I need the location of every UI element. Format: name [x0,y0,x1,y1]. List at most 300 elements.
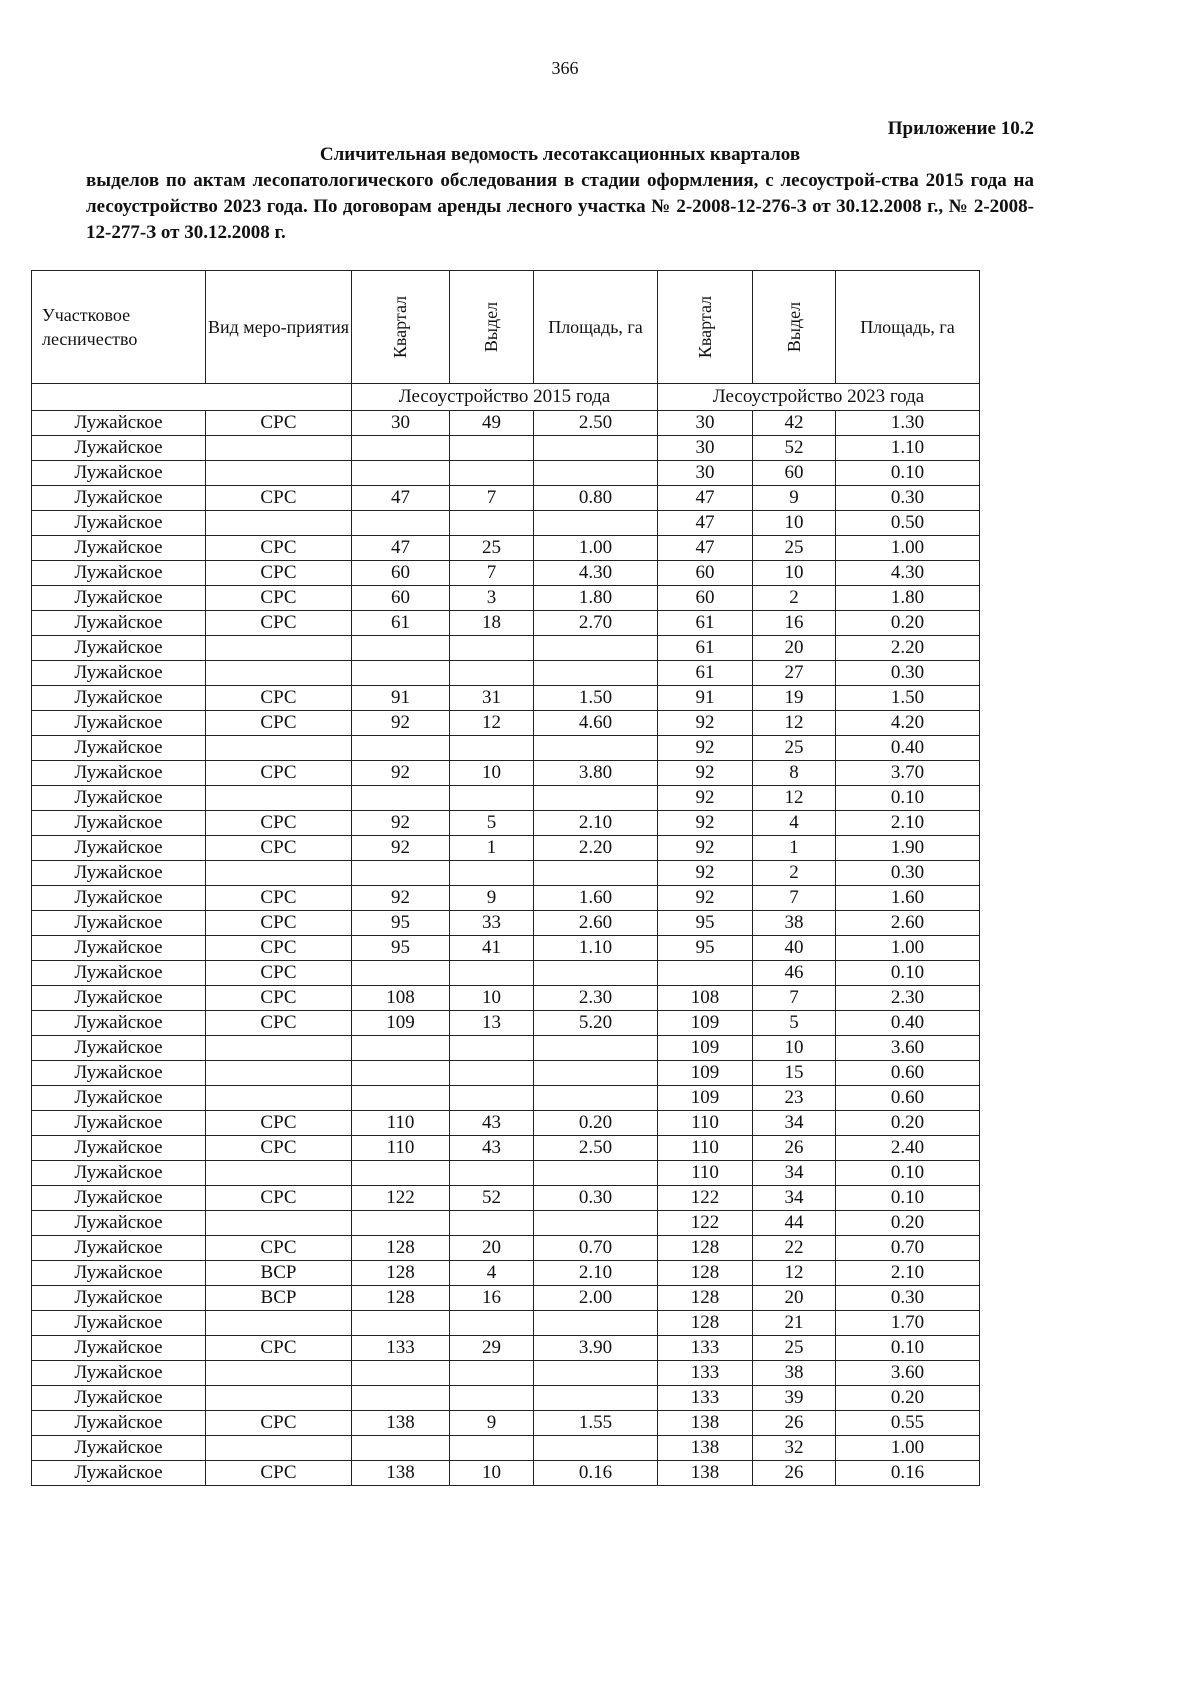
kvartal-2015-cell [352,1361,450,1386]
forestry-cell: Лужайское [32,686,206,711]
forestry-cell: Лужайское [32,586,206,611]
kvartal-2023-cell: 61 [658,611,753,636]
kvartal-2023-cell: 47 [658,511,753,536]
activity-cell [206,436,352,461]
area-2023-cell: 0.50 [836,511,980,536]
area-2023-cell: 0.20 [836,1211,980,1236]
forestry-cell: Лужайское [32,1336,206,1361]
activity-cell: СРС [206,1411,352,1436]
vydel-2023-cell: 26 [753,1461,836,1486]
activity-cell: СРС [206,586,352,611]
kvartal-2023-cell: 30 [658,436,753,461]
vydel-2023-cell: 15 [753,1061,836,1086]
vydel-2023-cell: 40 [753,936,836,961]
kvartal-2015-cell [352,736,450,761]
kvartal-2015-cell [352,1436,450,1461]
area-2023-cell: 2.10 [836,1261,980,1286]
table-row [32,886,980,911]
table-row [32,411,980,436]
vydel-2015-cell: 3 [450,586,534,611]
vydel-2023-cell: 19 [753,686,836,711]
title-line-2: выделов по актам лесопатологического обследования в стадии оформления, с лесоустрой-ства 2015 года на лесоустройство 2023 года. По договорам аренды лесного участка № 2-2008-12-276-З от 30.12.2008 г., № 2-2008-12-277-З от 30.12.2008 г. [86,170,1034,243]
vydel-2023-cell: 5 [753,1011,836,1036]
vydel-2023-cell: 10 [753,1036,836,1061]
vydel-2023-cell: 46 [753,961,836,986]
area-2023-cell: 0.10 [836,1161,980,1186]
kvartal-2023-cell: 128 [658,1236,753,1261]
area-2023-cell: 2.10 [836,811,980,836]
activity-cell: СРС [206,986,352,1011]
area-2015-cell [534,1061,658,1086]
vydel-2023-cell: 22 [753,1236,836,1261]
table-row [32,986,980,1011]
header-kvartal-2023 [658,271,753,384]
area-2023-cell: 2.30 [836,986,980,1011]
header-row [32,271,980,384]
vydel-2015-cell [450,786,534,811]
activity-cell [206,1061,352,1086]
forestry-cell: Лужайское [32,986,206,1011]
vydel-2015-cell [450,861,534,886]
table-row [32,1161,980,1186]
comparison-table [31,270,980,1486]
area-2023-cell: 1.60 [836,886,980,911]
header-vydel-2015-label: Выдел [481,301,502,353]
forestry-cell: Лужайское [32,486,206,511]
vydel-2023-cell: 12 [753,1261,836,1286]
area-2023-cell: 0.20 [836,611,980,636]
activity-cell [206,461,352,486]
forestry-cell: Лужайское [32,1361,206,1386]
forestry-cell: Лужайское [32,1161,206,1186]
area-2023-cell: 1.90 [836,836,980,861]
kvartal-2023-cell: 122 [658,1211,753,1236]
kvartal-2023-cell: 133 [658,1361,753,1386]
vydel-2015-cell: 31 [450,686,534,711]
table-row [32,686,980,711]
forestry-cell: Лужайское [32,1111,206,1136]
vydel-2023-cell: 2 [753,586,836,611]
kvartal-2023-cell: 60 [658,561,753,586]
kvartal-2023-cell: 109 [658,1086,753,1111]
area-2015-cell: 0.20 [534,1111,658,1136]
vydel-2023-cell: 20 [753,1286,836,1311]
area-2023-cell: 0.30 [836,661,980,686]
activity-cell [206,1361,352,1386]
vydel-2015-cell: 7 [450,561,534,586]
area-2015-cell [534,961,658,986]
activity-cell [206,1386,352,1411]
forestry-cell: Лужайское [32,711,206,736]
area-2015-cell: 3.90 [534,1336,658,1361]
kvartal-2015-cell [352,661,450,686]
area-2015-cell: 2.30 [534,986,658,1011]
document-title [86,142,1034,246]
activity-cell: СРС [206,886,352,911]
table-row [32,736,980,761]
vydel-2023-cell: 2 [753,861,836,886]
forestry-cell: Лужайское [32,1261,206,1286]
activity-cell: ВСР [206,1286,352,1311]
area-2023-cell: 1.00 [836,1436,980,1461]
area-2015-cell [534,1211,658,1236]
vydel-2023-cell: 10 [753,561,836,586]
header-area-2015: Площадь, га [534,271,658,384]
vydel-2015-cell: 10 [450,1461,534,1486]
kvartal-2023-cell: 92 [658,861,753,886]
table-row [32,1436,980,1461]
kvartal-2015-cell: 133 [352,1336,450,1361]
forestry-cell: Лужайское [32,1061,206,1086]
area-2023-cell: 0.30 [836,861,980,886]
kvartal-2015-cell [352,1036,450,1061]
kvartal-2023-cell: 61 [658,661,753,686]
area-2023-cell: 2.20 [836,636,980,661]
table-row [32,1211,980,1236]
area-2015-cell [534,786,658,811]
forestry-cell: Лужайское [32,936,206,961]
table-row [32,811,980,836]
table-row [32,1311,980,1336]
kvartal-2023-cell: 109 [658,1061,753,1086]
forestry-cell: Лужайское [32,911,206,936]
area-2015-cell: 4.60 [534,711,658,736]
forestry-cell: Лужайское [32,536,206,561]
area-2015-cell [534,511,658,536]
vydel-2023-cell: 10 [753,511,836,536]
area-2015-cell: 0.30 [534,1186,658,1211]
vydel-2015-cell [450,1386,534,1411]
kvartal-2023-cell: 138 [658,1436,753,1461]
vydel-2023-cell: 27 [753,661,836,686]
kvartal-2023-cell: 95 [658,911,753,936]
table-row [32,1236,980,1261]
kvartal-2015-cell: 110 [352,1111,450,1136]
area-2023-cell: 4.30 [836,561,980,586]
kvartal-2023-cell: 108 [658,986,753,1011]
vydel-2015-cell: 25 [450,536,534,561]
table-row [32,1261,980,1286]
vydel-2015-cell: 1 [450,836,534,861]
kvartal-2015-cell [352,1311,450,1336]
vydel-2015-cell: 29 [450,1336,534,1361]
vydel-2015-cell: 33 [450,911,534,936]
activity-cell: СРС [206,486,352,511]
kvartal-2015-cell: 138 [352,1411,450,1436]
vydel-2023-cell: 20 [753,636,836,661]
area-2015-cell: 2.50 [534,1136,658,1161]
area-2023-cell: 1.00 [836,936,980,961]
forestry-cell: Лужайское [32,1461,206,1486]
area-2023-cell: 2.40 [836,1136,980,1161]
kvartal-2015-cell: 30 [352,411,450,436]
kvartal-2015-cell [352,1386,450,1411]
activity-cell: СРС [206,811,352,836]
kvartal-2023-cell: 61 [658,636,753,661]
area-2023-cell: 0.16 [836,1461,980,1486]
activity-cell [206,1436,352,1461]
area-2023-cell: 1.80 [836,586,980,611]
vydel-2015-cell [450,1361,534,1386]
vydel-2015-cell [450,1311,534,1336]
activity-cell: СРС [206,1336,352,1361]
activity-cell: ВСР [206,1261,352,1286]
kvartal-2023-cell: 92 [658,761,753,786]
kvartal-2023-cell: 92 [658,736,753,761]
period-2023: Лесоустройство 2023 года [658,384,980,411]
area-2023-cell: 3.60 [836,1361,980,1386]
activity-cell: СРС [206,411,352,436]
kvartal-2015-cell [352,461,450,486]
area-2023-cell: 0.30 [836,486,980,511]
vydel-2023-cell: 38 [753,1361,836,1386]
kvartal-2015-cell: 92 [352,711,450,736]
vydel-2023-cell: 23 [753,1086,836,1111]
area-2015-cell [534,1086,658,1111]
vydel-2015-cell: 12 [450,711,534,736]
table-row [32,511,980,536]
kvartal-2023-cell: 133 [658,1336,753,1361]
forestry-cell: Лужайское [32,661,206,686]
kvartal-2015-cell [352,1211,450,1236]
forestry-cell: Лужайское [32,1436,206,1461]
forestry-cell: Лужайское [32,786,206,811]
activity-cell: СРС [206,1111,352,1136]
activity-cell [206,1211,352,1236]
table-row [32,861,980,886]
kvartal-2023-cell: 128 [658,1286,753,1311]
activity-cell: СРС [206,536,352,561]
area-2015-cell: 0.80 [534,486,658,511]
table-row [32,761,980,786]
area-2023-cell: 4.20 [836,711,980,736]
kvartal-2015-cell [352,1086,450,1111]
kvartal-2023-cell: 30 [658,461,753,486]
area-2015-cell: 0.70 [534,1236,658,1261]
header-kvartal-2015 [352,271,450,384]
area-2015-cell: 0.16 [534,1461,658,1486]
activity-cell [206,861,352,886]
activity-cell: СРС [206,611,352,636]
area-2023-cell: 1.70 [836,1311,980,1336]
area-2023-cell: 0.60 [836,1086,980,1111]
area-2023-cell: 1.30 [836,411,980,436]
forestry-cell: Лужайское [32,636,206,661]
page-number: 366 [551,58,579,78]
forestry-cell: Лужайское [32,411,206,436]
area-2023-cell: 0.55 [836,1411,980,1436]
kvartal-2023-cell: 30 [658,411,753,436]
area-2015-cell [534,636,658,661]
area-2023-cell: 3.60 [836,1036,980,1061]
activity-cell: СРС [206,1186,352,1211]
area-2023-cell: 0.40 [836,736,980,761]
area-2015-cell [534,1361,658,1386]
period-row [32,384,980,411]
area-2015-cell: 1.50 [534,686,658,711]
forestry-cell: Лужайское [32,1036,206,1061]
activity-cell: СРС [206,1011,352,1036]
kvartal-2015-cell: 95 [352,911,450,936]
forestry-cell: Лужайское [32,1186,206,1211]
area-2015-cell: 3.80 [534,761,658,786]
kvartal-2015-cell [352,961,450,986]
activity-cell [206,1311,352,1336]
vydel-2015-cell [450,1161,534,1186]
vydel-2023-cell: 34 [753,1186,836,1211]
area-2015-cell [534,1436,658,1461]
kvartal-2015-cell: 92 [352,886,450,911]
area-2015-cell [534,736,658,761]
activity-cell: СРС [206,836,352,861]
table-row [32,1386,980,1411]
vydel-2015-cell: 13 [450,1011,534,1036]
kvartal-2023-cell: 138 [658,1411,753,1436]
forestry-cell: Лужайское [32,1086,206,1111]
kvartal-2015-cell [352,1161,450,1186]
vydel-2023-cell: 42 [753,411,836,436]
forestry-cell: Лужайское [32,1386,206,1411]
table-row [32,461,980,486]
table-row [32,536,980,561]
kvartal-2023-cell: 92 [658,786,753,811]
vydel-2015-cell: 16 [450,1286,534,1311]
header-vydel-2023 [753,271,836,384]
vydel-2015-cell [450,511,534,536]
kvartal-2015-cell: 92 [352,811,450,836]
activity-cell: СРС [206,686,352,711]
kvartal-2023-cell: 110 [658,1111,753,1136]
vydel-2015-cell: 10 [450,761,534,786]
forestry-cell: Лужайское [32,561,206,586]
area-2015-cell [534,1386,658,1411]
area-2023-cell: 0.40 [836,1011,980,1036]
area-2023-cell: 1.10 [836,436,980,461]
kvartal-2023-cell: 92 [658,886,753,911]
header-forestry: Участковое лесничество [32,271,206,384]
vydel-2023-cell: 26 [753,1411,836,1436]
vydel-2023-cell: 32 [753,1436,836,1461]
kvartal-2015-cell [352,511,450,536]
kvartal-2023-cell: 92 [658,711,753,736]
kvartal-2015-cell: 95 [352,936,450,961]
area-2015-cell: 1.00 [534,536,658,561]
area-2015-cell: 2.00 [534,1286,658,1311]
activity-cell: СРС [206,1236,352,1261]
area-2023-cell: 0.20 [836,1111,980,1136]
vydel-2015-cell [450,1061,534,1086]
kvartal-2023-cell: 92 [658,811,753,836]
kvartal-2015-cell: 110 [352,1136,450,1161]
vydel-2023-cell: 12 [753,711,836,736]
header-area-2023: Площадь, га [836,271,980,384]
kvartal-2015-cell: 128 [352,1236,450,1261]
forestry-cell: Лужайское [32,961,206,986]
kvartal-2015-cell: 92 [352,761,450,786]
kvartal-2023-cell: 109 [658,1011,753,1036]
activity-cell: СРС [206,711,352,736]
activity-cell: СРС [206,936,352,961]
activity-cell: СРС [206,761,352,786]
table-row [32,1186,980,1211]
forestry-cell: Лужайское [32,736,206,761]
kvartal-2015-cell: 108 [352,986,450,1011]
kvartal-2015-cell [352,436,450,461]
table-body [32,384,980,1486]
activity-cell [206,786,352,811]
area-2023-cell: 3.70 [836,761,980,786]
vydel-2015-cell: 49 [450,411,534,436]
forestry-cell: Лужайское [32,1211,206,1236]
activity-cell [206,1086,352,1111]
forestry-cell: Лужайское [32,1136,206,1161]
kvartal-2015-cell: 109 [352,1011,450,1036]
area-2015-cell: 4.30 [534,561,658,586]
kvartal-2015-cell: 138 [352,1461,450,1486]
kvartal-2015-cell: 128 [352,1286,450,1311]
vydel-2015-cell [450,461,534,486]
kvartal-2023-cell: 128 [658,1261,753,1286]
kvartal-2023-cell: 91 [658,686,753,711]
forestry-cell: Лужайское [32,1236,206,1261]
vydel-2023-cell: 8 [753,761,836,786]
vydel-2015-cell [450,736,534,761]
vydel-2023-cell: 21 [753,1311,836,1336]
area-2023-cell: 0.10 [836,1186,980,1211]
vydel-2015-cell [450,436,534,461]
activity-cell [206,636,352,661]
vydel-2023-cell: 4 [753,811,836,836]
table-row [32,786,980,811]
kvartal-2023-cell: 109 [658,1036,753,1061]
table-row [32,1011,980,1036]
vydel-2023-cell: 25 [753,536,836,561]
kvartal-2023-cell: 122 [658,1186,753,1211]
vydel-2015-cell [450,1436,534,1461]
area-2015-cell [534,1311,658,1336]
area-2015-cell [534,861,658,886]
table-row [32,1086,980,1111]
area-2015-cell [534,661,658,686]
vydel-2015-cell: 5 [450,811,534,836]
table-row [32,936,980,961]
vydel-2015-cell [450,661,534,686]
area-2023-cell: 0.30 [836,1286,980,1311]
vydel-2023-cell: 39 [753,1386,836,1411]
vydel-2015-cell: 41 [450,936,534,961]
table-row [32,586,980,611]
vydel-2023-cell: 25 [753,1336,836,1361]
area-2023-cell: 1.00 [836,536,980,561]
activity-cell: СРС [206,1461,352,1486]
activity-cell [206,511,352,536]
table-row [32,661,980,686]
vydel-2023-cell: 44 [753,1211,836,1236]
forestry-cell: Лужайское [32,861,206,886]
forestry-cell: Лужайское [32,836,206,861]
area-2015-cell: 2.10 [534,1261,658,1286]
period-blank [32,384,352,411]
vydel-2015-cell: 18 [450,611,534,636]
area-2023-cell: 0.10 [836,461,980,486]
area-2015-cell: 1.10 [534,936,658,961]
table-row [32,1036,980,1061]
vydel-2023-cell: 1 [753,836,836,861]
table-row [32,1461,980,1486]
kvartal-2023-cell [658,961,753,986]
table-row [32,1111,980,1136]
kvartal-2023-cell: 110 [658,1161,753,1186]
